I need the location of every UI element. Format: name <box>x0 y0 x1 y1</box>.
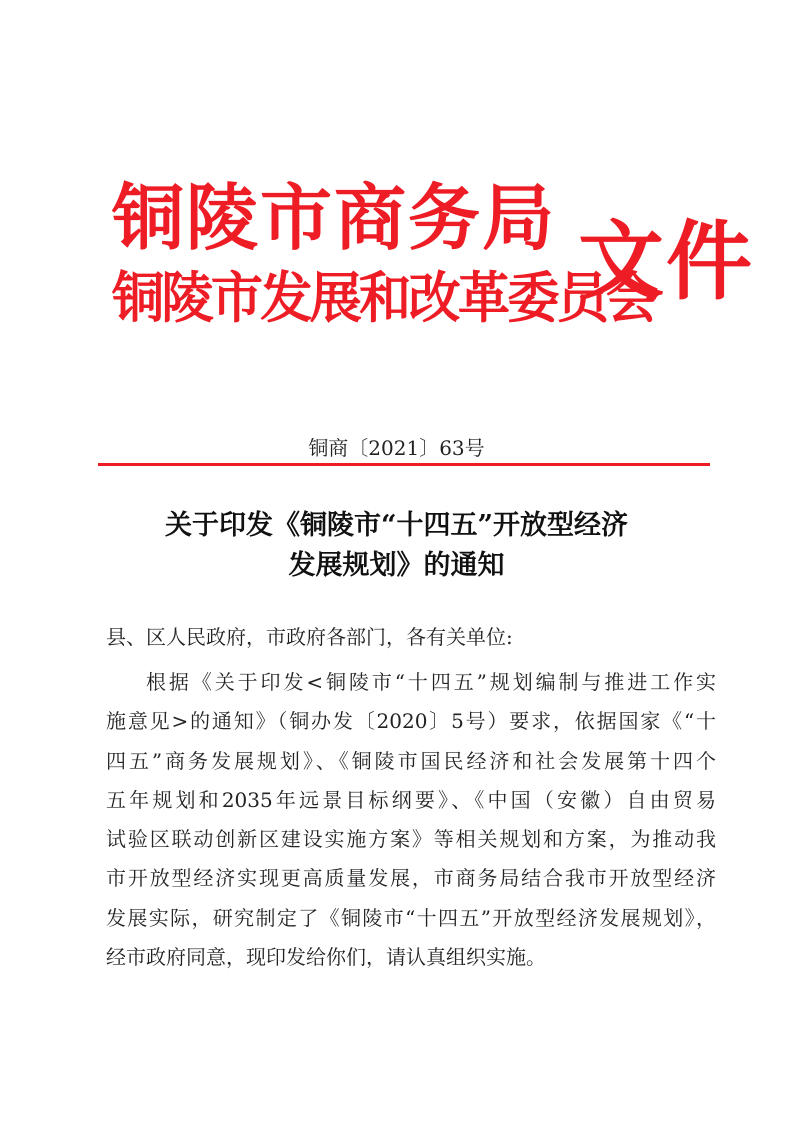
body-line: 根据《关于印发<铜陵市“十四五”规划编制与推进工作实 <box>146 670 716 694</box>
body-line: 施意见>的通知》（铜办发〔2020〕5号）要求，依据国家《“十 <box>106 709 716 734</box>
document-type-label: 文件 <box>578 211 754 312</box>
agency-name-commerce-bureau: 铜陵市商务局 <box>112 175 557 260</box>
red-divider-line <box>98 463 710 466</box>
body-line: 五年规划和2035年远景目标纲要》、《中国（安徽）自由贸易 <box>106 787 716 812</box>
document-number: 铜商〔2021〕63号 <box>308 436 485 460</box>
body-line: 经市政府同意，现印发给你们，请认真组织实施。 <box>106 945 546 970</box>
agency-name-development-reform-commission: 铜陵市发展和改革委员会 <box>112 265 656 330</box>
title-line-2: 发展规划》的通知 <box>288 550 505 581</box>
body-line: 市开放型经济实现更高质量发展，市商务局结合我市开放型经济 <box>106 866 716 891</box>
body-line: 四五”商务发展规划》、《铜陵市国民经济和社会发展第十四个 <box>106 748 716 773</box>
body-paragraph <box>106 663 716 977</box>
document-header <box>100 150 754 350</box>
document-title <box>80 506 713 586</box>
body-line: 试验区联动创新区建设实施方案》等相关规划和方案，为推动我 <box>106 827 716 852</box>
addressee-line: 县、区人民政府，市政府各部门，各有关单位: <box>106 625 513 649</box>
title-line-1: 关于印发《铜陵市“十四五”开放型经济 <box>164 510 629 541</box>
body-line: 发展实际，研究制定了《铜陵市“十四五”开放型经济发展规划》， <box>106 905 716 930</box>
